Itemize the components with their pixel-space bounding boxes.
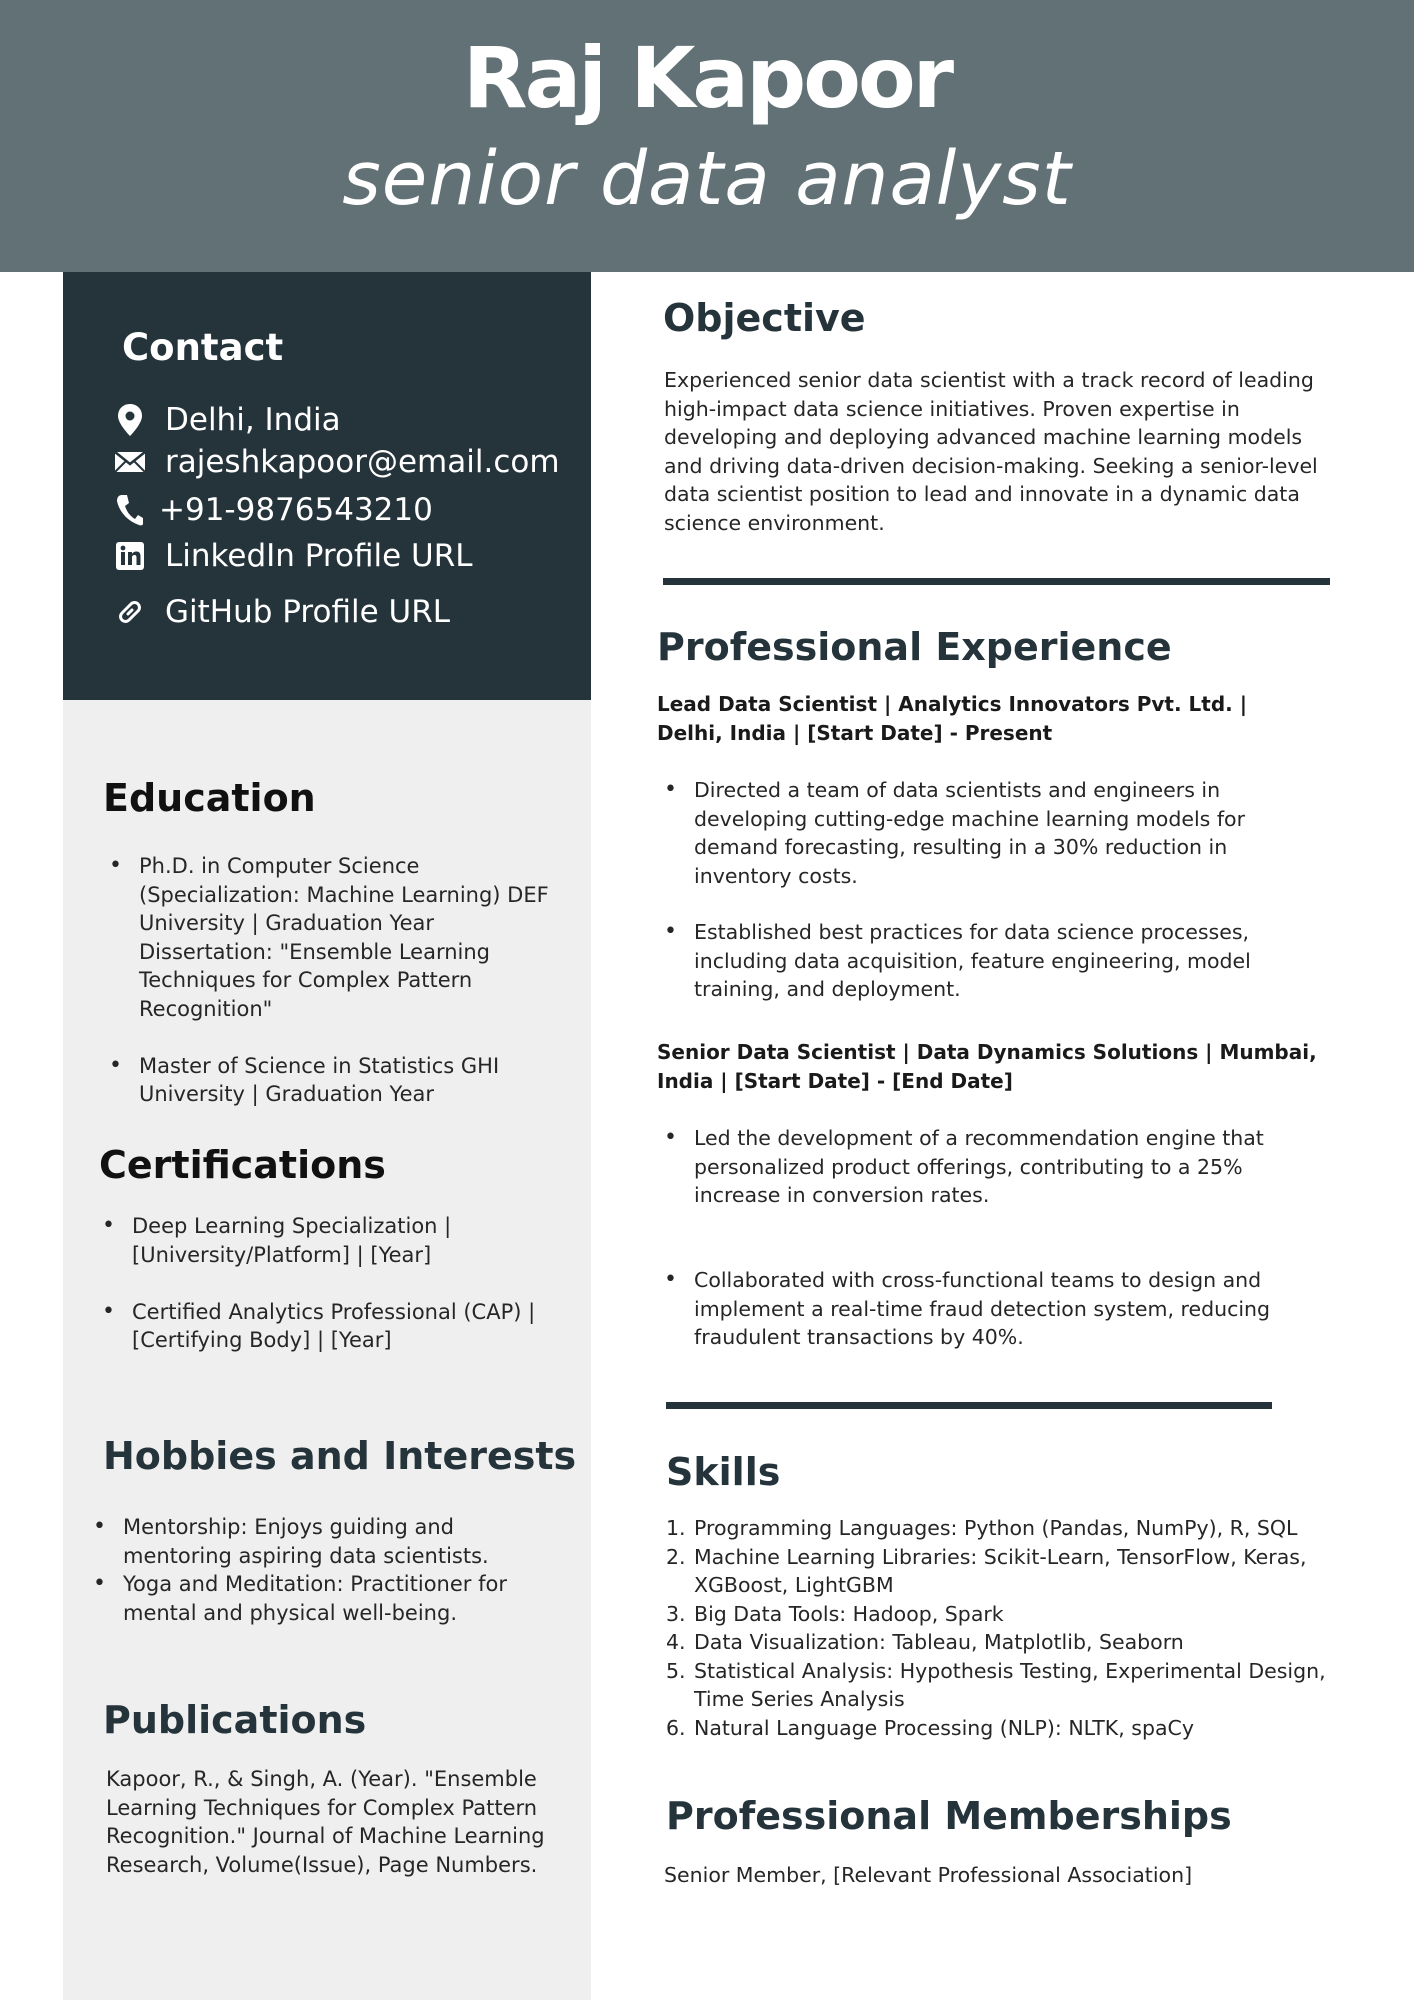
certifications-list <box>132 1212 562 1355</box>
education-title: Education <box>103 776 316 820</box>
skill-item <box>666 1543 1346 1600</box>
hobbies-title: Hobbies and Interests <box>103 1434 577 1478</box>
certifications-title: Certifications <box>99 1143 386 1187</box>
skill-item <box>666 1714 1346 1743</box>
education-list <box>139 852 559 1109</box>
memberships-title: Professional Memberships <box>666 1794 1232 1838</box>
skill-text: Natural Language Processing (NLP): NLTK, spaCy <box>694 1715 1194 1740</box>
hobby-item: • Mentorship: Enjoys guiding and mentoring aspiring data scientists. <box>123 1513 543 1570</box>
location-pin-icon <box>113 403 147 437</box>
memberships-text: Senior Member, [Relevant Professional Association] <box>664 1863 1193 1887</box>
job-bullet: • Led the development of a recommendation engine that personalized product offerings, contributing to a 25% increase in conversion rates. <box>694 1124 1294 1210</box>
mail-icon <box>113 445 147 479</box>
skill-text: Machine Learning Libraries: Scikit-Learn, TensorFlow, Keras, XGBoost, LightGBM <box>694 1544 1307 1597</box>
contact-location <box>113 400 341 440</box>
skill-text: Big Data Tools: Hadoop, Spark <box>694 1601 1004 1626</box>
job-heading: Senior Data Scientist | Data Dynamics Solutions | Mumbai, India | [Start Date] - [End Date] <box>657 1040 1317 1093</box>
publication-text: Kapoor, R., & Singh, A. (Year). "Ensemble Learning Techniques for Complex Pattern Recognition." Journal of Machine Learning Research, Volume(Issue), Page Numbers. <box>106 1767 545 1877</box>
contact-phone[interactable] <box>113 490 433 530</box>
section-divider <box>663 578 1330 585</box>
certification-item: • Deep Learning Specialization | [University/Platform] | [Year] <box>132 1212 562 1269</box>
candidate-role: senior data analyst <box>342 136 1072 222</box>
contact-location-text: Delhi, India <box>165 402 341 438</box>
skill-text: Statistical Analysis: Hypothesis Testing, Experimental Design, Time Series Analysis <box>694 1658 1326 1711</box>
objective-title: Objective <box>663 296 866 340</box>
skill-number: 1. <box>666 1516 686 1540</box>
objective-text: Experienced senior data scientist with a track record of leading high-impact data science initiatives. Proven expertise in developing and deploying advanced machine learning models and driving data-driven decision-making. Seeking a senior-level data scientist position to lead and innovate in a dynamic data science environment. <box>664 368 1318 535</box>
contact-linkedin-text[interactable]: LinkedIn Profile URL <box>165 538 473 574</box>
linkedin-icon <box>113 539 147 573</box>
candidate-name: Raj Kapoor <box>462 29 952 127</box>
skills-list <box>666 1514 1346 1742</box>
skill-text: Data Visualization: Tableau, Matplotlib, Seaborn <box>694 1630 1184 1654</box>
education-item: • Master of Science in Statistics GHI University | Graduation Year <box>139 1052 559 1109</box>
certification-item: • Certified Analytics Professional (CAP) | [Certifying Body] | [Year] <box>132 1298 562 1355</box>
skill-number: 5. <box>666 1658 686 1683</box>
job-heading: Lead Data Scientist | Analytics Innovators Pvt. Ltd. | Delhi, India | [Start Date] - Present <box>657 692 1247 745</box>
publications-title: Publications <box>103 1698 367 1742</box>
section-divider <box>666 1402 1272 1409</box>
skill-number: 2. <box>666 1544 686 1569</box>
skill-item <box>666 1657 1346 1714</box>
skill-item <box>666 1628 1346 1657</box>
education-item: • Ph.D. in Computer Science (Specialization: Machine Learning) DEF University | Graduation Year Dissertation: "Ensemble Learning Techniques for Complex Pattern Recognition" <box>139 852 559 1023</box>
hobby-item: • Yoga and Meditation: Practitioner for mental and physical well-being. <box>123 1570 543 1627</box>
skill-item <box>666 1600 1346 1629</box>
contact-title: Contact <box>122 326 284 369</box>
job-bullet: • Directed a team of data scientists and engineers in developing cutting-edge machine learning models for demand forecasting, resulting in a 30% reduction in inventory costs. <box>694 776 1294 890</box>
job-bullet: • Established best practices for data science processes, including data acquisition, feature engineering, model training, and deployment. <box>694 918 1294 1004</box>
contact-github[interactable] <box>113 592 450 632</box>
hobbies-list <box>123 1513 543 1627</box>
contact-github-text[interactable]: GitHub Profile URL <box>165 594 451 630</box>
link-icon <box>113 595 147 629</box>
contact-linkedin[interactable] <box>113 536 473 576</box>
skill-item <box>666 1514 1346 1543</box>
phone-icon <box>113 493 147 527</box>
skill-number: 3. <box>666 1601 686 1626</box>
skill-number: 6. <box>666 1715 686 1740</box>
resume-header <box>0 0 1414 272</box>
skills-title: Skills <box>666 1450 781 1494</box>
contact-email[interactable] <box>113 442 560 482</box>
contact-phone-text[interactable]: +91-9876543210 <box>159 492 433 528</box>
job-bullet: • Collaborated with cross-functional teams to design and implement a real-time fraud detection system, reducing fraudulent transactions by 40%. <box>694 1266 1294 1352</box>
experience-title: Professional Experience <box>657 625 1172 669</box>
skill-number: 4. <box>666 1630 686 1654</box>
skill-text: Programming Languages: Python (Pandas, NumPy), R, SQL <box>694 1516 1298 1540</box>
contact-email-text[interactable]: rajeshkapoor@email.com <box>165 444 560 480</box>
contact-panel <box>63 272 591 700</box>
